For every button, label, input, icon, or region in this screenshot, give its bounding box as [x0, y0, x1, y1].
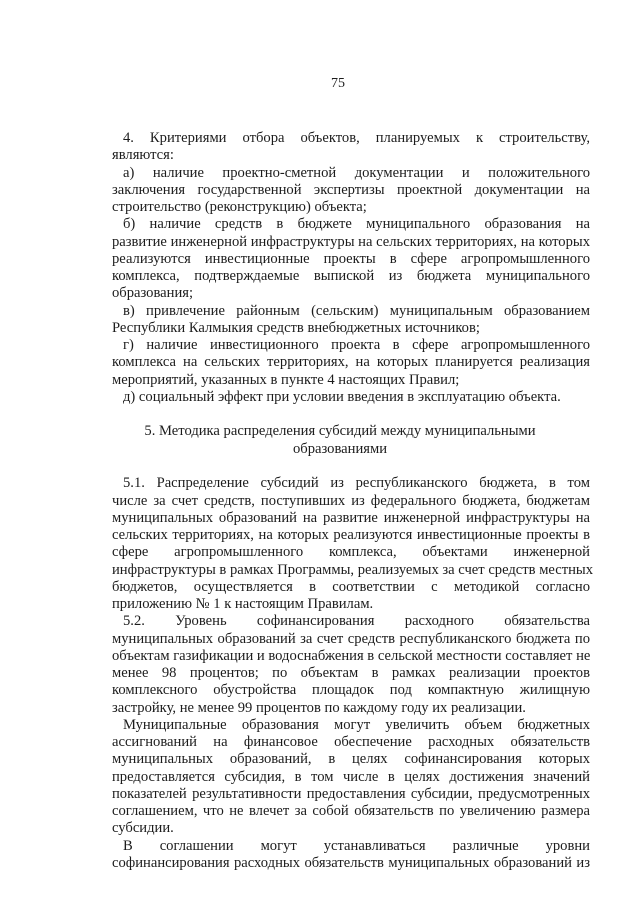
text-line: развитие инженерной инфраструктуры на сельских территориях, на которых — [112, 234, 590, 250]
text-line: показателей результативности предоставления субсидии, предусмотренных — [112, 786, 590, 802]
text-line: муниципальных образований, в целях софинансирования которых — [112, 751, 590, 767]
text-line: комплекса на сельских территориях, на которых планируется реализация — [112, 354, 590, 370]
text-line: субсидии. — [112, 820, 174, 836]
text-line: муниципальных образований за счет средств республиканского бюджета по — [112, 631, 590, 647]
text-line: числе за счет средств, поступивших из федерального бюджета, бюджетам — [112, 493, 590, 509]
text-line: строительство (реконструкцию) объекта; — [112, 199, 367, 215]
text-line: 5.2. Уровень софинансирования расходного обязательства — [123, 613, 590, 629]
text-line: предоставляется субсидия, в том числе в целях достижения значений — [112, 769, 590, 785]
text-line: Республики Калмыкия средств внебюджетных источников; — [112, 320, 480, 336]
text-line: бюджетов, осуществляется в соответствии с методикой согласно — [112, 579, 590, 595]
text-line: менее 98 процентов; по объектам в рамках реализации проектов — [112, 665, 590, 681]
text-line: в) привлечение районным (сельским) муниципальным образованием — [123, 303, 590, 319]
text-line: мероприятий, указанных в пункте 4 настоящих Правил; — [112, 372, 460, 388]
text-line: инфраструктуры в рамках Программы, реализуемых за счет средств местных — [112, 562, 594, 578]
text-line: б) наличие средств в бюджете муниципального образования на — [123, 216, 590, 232]
text-line: сфере агропромышленного комплекса, объектами инженерной — [112, 544, 590, 560]
text-line: образования; — [112, 285, 194, 301]
text-line: д) социальный эффект при условии введения в эксплуатацию объекта. — [123, 389, 561, 405]
text-line: сельских территориях, на которых реализуются инвестиционные проекты в — [112, 527, 590, 543]
page-number: 75 — [331, 76, 345, 91]
text-line: образованиями — [292, 441, 388, 457]
text-line: ассигнований на финансовое обеспечение расходных обязательств — [112, 734, 590, 750]
text-line: 5.1. Распределение субсидий из республиканского бюджета, в том — [123, 475, 590, 491]
text-line: г) наличие инвестиционного проекта в сфере агропромышленного — [123, 337, 590, 353]
text-line: 5. Методика распределения субсидий между муниципальными — [144, 423, 536, 439]
text-line: муниципальных образований на развитие инженерной инфраструктуры на — [112, 510, 590, 526]
text-line: В соглашении могут устанавливаться различные уровни — [123, 838, 590, 854]
text-line: реализуются инвестиционные проекты в сфере агропромышленного — [112, 251, 590, 267]
text-line: софинансирования расходных обязательств муниципальных образований из — [112, 855, 590, 871]
text-line: заключения государственной экспертизы проектной документации на — [112, 182, 590, 198]
text-line: застройку, не менее 99 процентов по каждому году их реализации. — [112, 700, 526, 716]
text-line: соглашением, что не влечет за собой обязательств по увеличению размера — [112, 803, 590, 819]
text-line: приложению № 1 к настоящим Правилам. — [112, 596, 374, 612]
text-line: Муниципальные образования могут увеличить объем бюджетных — [123, 717, 590, 733]
text-line: являются: — [112, 147, 174, 163]
text-line: 4. Критериями отбора объектов, планируемых к строительству, — [123, 130, 590, 146]
text-line: комплекса, подтверждаемые выпиской из бюджета муниципального — [112, 268, 590, 284]
text-line: комплексного обустройства площадок под компактную жилищную — [112, 682, 590, 698]
text-line: а) наличие проектно-сметной документации и положительного — [123, 165, 590, 181]
text-line: объектам газификации и водоснабжения в сельской местности составляет не — [112, 648, 591, 664]
